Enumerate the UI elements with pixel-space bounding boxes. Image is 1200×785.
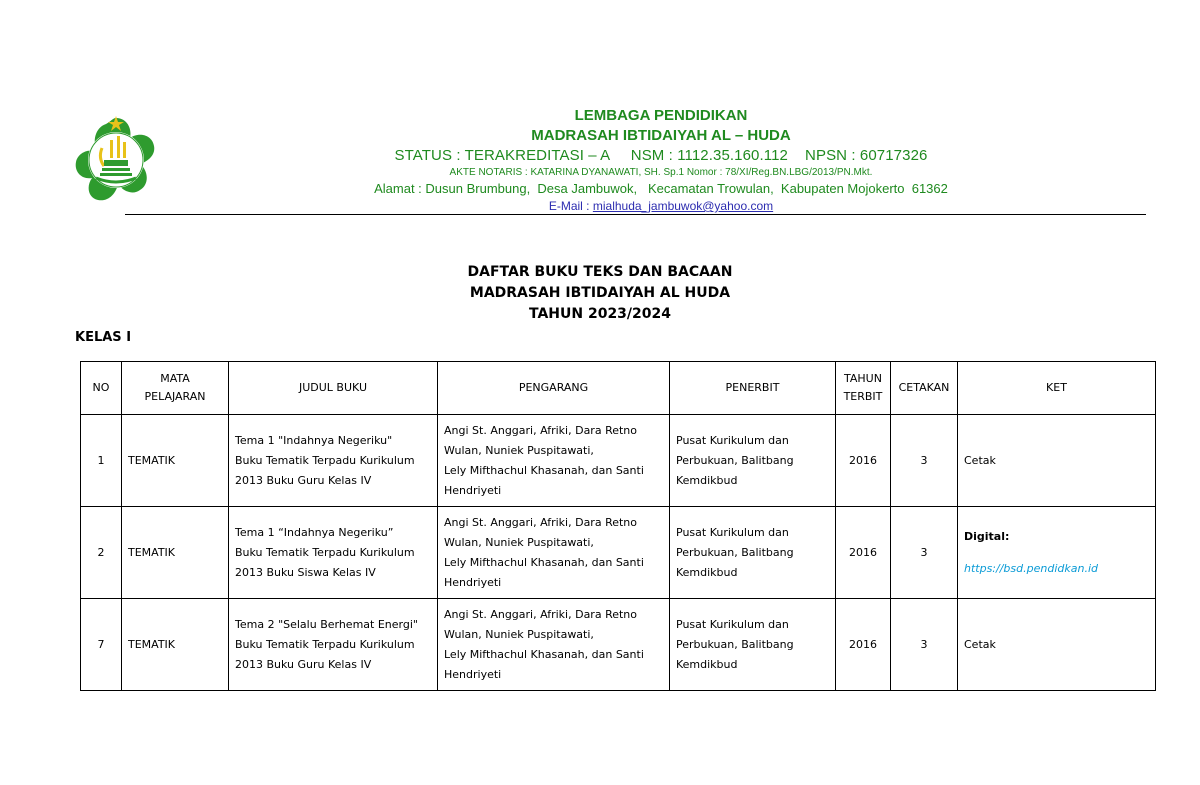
cell-cetakan: 3 xyxy=(891,599,958,691)
cell-judul: Tema 1 "Indahnya Negeriku" Buku Tematik Terpadu Kurikulum 2013 Buku Guru Kelas IV xyxy=(229,415,438,507)
letterhead-divider xyxy=(125,214,1146,215)
cell-no: 1 xyxy=(81,415,122,507)
header-judul: JUDUL BUKU xyxy=(229,362,438,415)
header-tahun: TAHUN TERBIT xyxy=(836,362,891,415)
header-cetakan: CETAKAN xyxy=(891,362,958,415)
header-penerbit: PENERBIT xyxy=(670,362,836,415)
class-heading: KELAS I xyxy=(75,330,132,345)
title-line-3: TAHUN 2023/2024 xyxy=(528,306,672,322)
header-mapel: MATA PELAJARAN xyxy=(122,362,229,415)
cell-ket xyxy=(958,507,1156,599)
accreditation-status: STATUS : TERAKREDITASI – A NSM : 1112.35.160.112 NPSN : 60717326 xyxy=(394,147,928,164)
letterhead xyxy=(330,104,992,214)
cell-tahun: 2016 xyxy=(836,599,891,691)
cell-judul: Tema 1 “Indahnya Negeriku” Buku Tematik Terpadu Kurikulum 2013 Buku Siswa Kelas IV xyxy=(229,507,438,599)
cell-penerbit: Pusat Kurikulum dan Perbukuan, Balitbang Kemdikbud xyxy=(670,507,836,599)
address: Alamat : Dusun Brumbung, Desa Jambuwok, Kecamatan Trowulan, Kabupaten Mojokerto 61362 xyxy=(374,181,948,196)
cell-tahun: 2016 xyxy=(836,415,891,507)
notary-deed: AKTE NOTARIS : KATARINA DYANAWATI, SH. Sp.1 Nomor : 78/XI/Reg.BN.LBG/2013/PN.Mkt. xyxy=(449,167,873,178)
email-label: E-Mail : xyxy=(548,199,593,213)
digital-link[interactable]: https://bsd.pendidkan.id xyxy=(964,561,1098,575)
email-link[interactable]: mialhuda_jambuwok@yahoo.com xyxy=(592,199,774,213)
table-row xyxy=(81,415,1156,507)
cell-penerbit: Pusat Kurikulum dan Perbukuan, Balitbang Kemdikbud xyxy=(670,599,836,691)
title-line-1: DAFTAR BUKU TEKS DAN BACAAN xyxy=(467,264,733,280)
cell-judul: Tema 2 "Selalu Berhemat Energi" Buku Tematik Terpadu Kurikulum 2013 Buku Guru Kelas IV xyxy=(229,599,438,691)
document-title xyxy=(380,262,820,325)
cell-penerbit: Pusat Kurikulum dan Perbukuan, Balitbang Kemdikbud xyxy=(670,415,836,507)
cell-mapel: TEMATIK xyxy=(122,415,229,507)
school-name: MADRASAH IBTIDAIYAH AL – HUDA xyxy=(531,127,791,144)
cell-tahun: 2016 xyxy=(836,507,891,599)
book-table xyxy=(80,361,1156,691)
cell-no: 2 xyxy=(81,507,122,599)
table-row xyxy=(81,599,1156,691)
header-pengarang: PENGARANG xyxy=(438,362,670,415)
title-line-2: MADRASAH IBTIDAIYAH AL HUDA xyxy=(469,285,731,301)
cell-cetakan: 3 xyxy=(891,507,958,599)
cell-pengarang: Angi St. Anggari, Afriki, Dara Retno Wulan, Nuniek Puspitawati, Lely Mifthachul Khasanah, dan Santi Hendriyeti xyxy=(438,415,670,507)
cell-no: 7 xyxy=(81,599,122,691)
cell-mapel: TEMATIK xyxy=(122,599,229,691)
header-ket: KET xyxy=(958,362,1156,415)
digital-label: Digital: xyxy=(964,529,1010,543)
cell-ket: Cetak xyxy=(958,599,1156,691)
cell-pengarang: Angi St. Anggari, Afriki, Dara Retno Wulan, Nuniek Puspitawati, Lely Mifthachul Khasanah, dan Santi Hendriyeti xyxy=(438,599,670,691)
institution-name: LEMBAGA PENDIDIKAN xyxy=(574,107,748,124)
cell-ket: Cetak xyxy=(958,415,1156,507)
table-header-row xyxy=(81,362,1156,415)
header-no: NO xyxy=(81,362,122,415)
school-emblem-icon xyxy=(70,114,162,206)
table-row xyxy=(81,507,1156,599)
email-line xyxy=(330,198,992,214)
cell-mapel: TEMATIK xyxy=(122,507,229,599)
cell-cetakan: 3 xyxy=(891,415,958,507)
cell-pengarang: Angi St. Anggari, Afriki, Dara Retno Wulan, Nuniek Puspitawati, Lely Mifthachul Khasanah, dan Santi Hendriyeti xyxy=(438,507,670,599)
school-emblem-graphic xyxy=(70,114,162,206)
